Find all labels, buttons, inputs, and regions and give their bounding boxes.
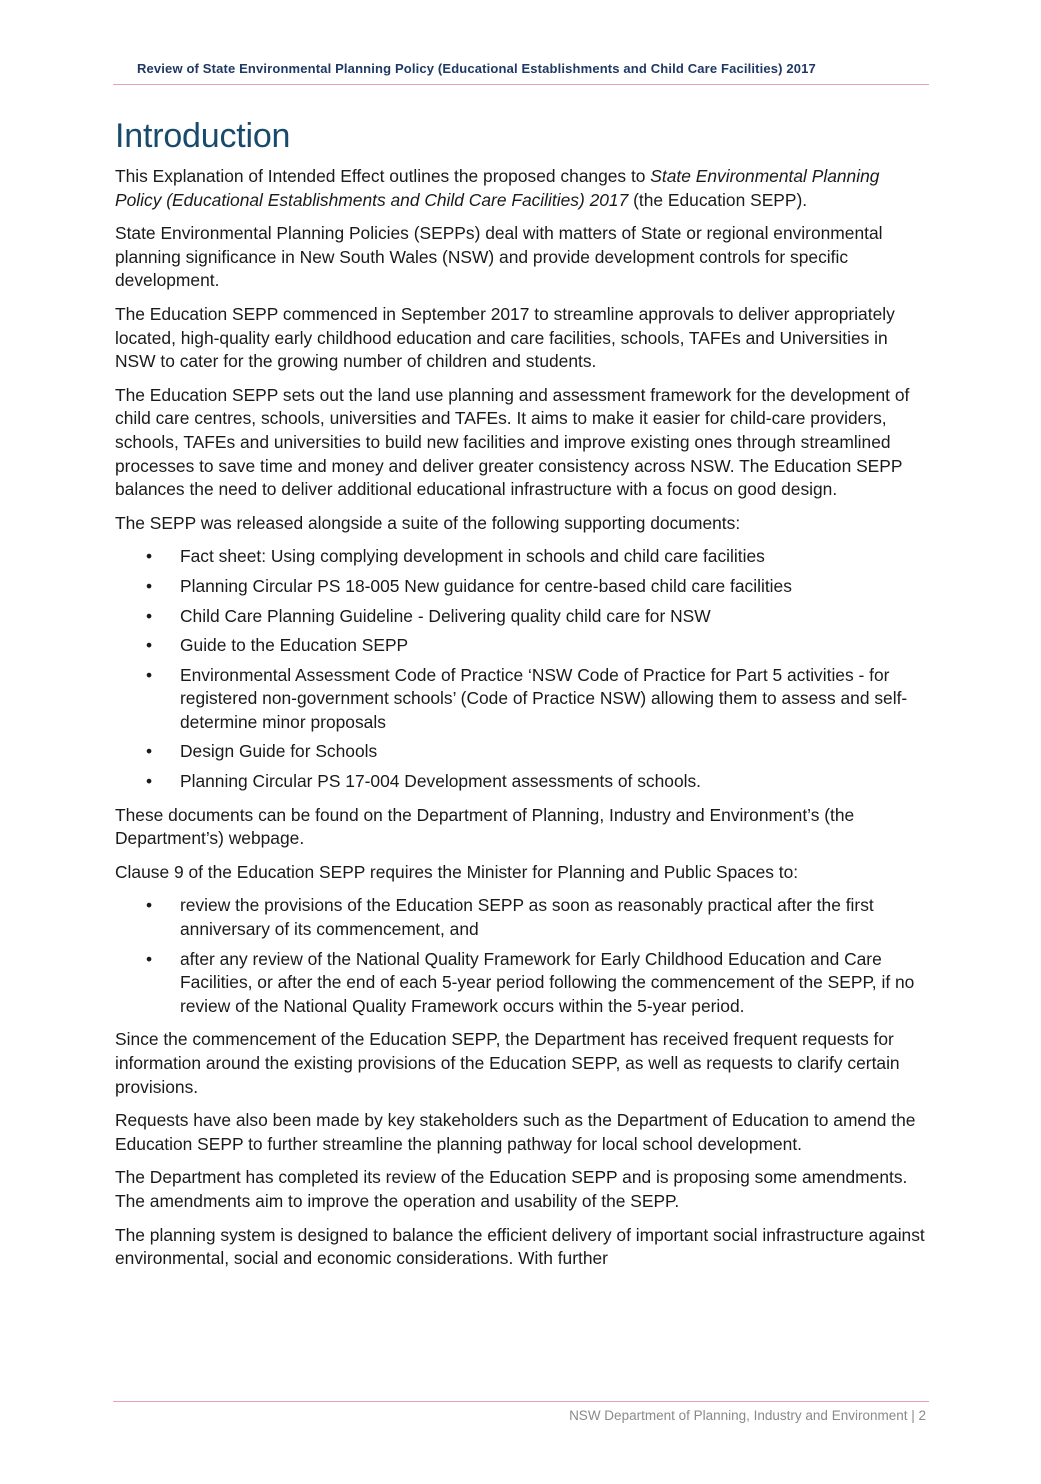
- paragraph-clause-9: Clause 9 of the Education SEPP requires the Minister for Planning and Public Spaces to:: [115, 861, 799, 882]
- list-item: [115, 740, 930, 764]
- list-item-text: Design Guide for Schools: [180, 741, 378, 762]
- list-item: [115, 948, 930, 1019]
- footer-department-page: NSW Department of Planning, Industry and Environment | 2: [569, 1408, 926, 1423]
- paragraph-requests: Since the commencement of the Education SEPP, the Department has received frequent requests for information around the existing provisions of the Education SEPP, as well as requests to clarify certain provisions.: [115, 1029, 900, 1097]
- bullet-icon: •: [146, 895, 153, 916]
- paragraph-documents-location: These documents can be found on the Department of Planning, Industry and Environment’s (the Department’s) webpage.: [115, 804, 855, 849]
- paragraph-supporting-docs: The SEPP was released alongside a suite of the following supporting documents:: [115, 512, 741, 533]
- list-item: [115, 545, 930, 569]
- intro-text-after: (the Education SEPP).: [628, 189, 808, 210]
- intro-policy-title: State Environmental Planning Policy (Educational Establishments and Child Care Facilities) 2017: [115, 166, 880, 210]
- list-item-text: after any review of the National Quality Framework for Early Childhood Education and Care Facilities, or after the end of each 5-year period following the commencement of the SEPP, if no review of the National Quality Framework occurs within the 5-year period.: [180, 948, 915, 1016]
- bullet-icon: •: [146, 546, 153, 567]
- list-item-text: Planning Circular PS 18-005 New guidance for centre-based child care facilities: [180, 575, 792, 596]
- list-item: [115, 664, 930, 735]
- intro-paragraph: [115, 165, 930, 212]
- bullet-icon: •: [146, 635, 153, 656]
- supporting-documents-list: [115, 545, 930, 793]
- bullet-icon: •: [146, 741, 153, 762]
- section-heading: Introduction: [115, 117, 291, 155]
- bullet-icon: •: [146, 771, 153, 792]
- list-item-text: Fact sheet: Using complying development in schools and child care facilities: [180, 546, 765, 567]
- paragraph-sepps: State Environmental Planning Policies (SEPPs) deal with matters of State or regional environmental planning significance in New South Wales (NSW) and provide development controls for specific development.: [115, 223, 883, 291]
- bullet-icon: •: [146, 605, 153, 626]
- paragraph-review-complete: The Department has completed its review of the Education SEPP and is proposing some amendments. The amendments aim to improve the operation and usability of the SEPP.: [115, 1167, 908, 1211]
- bullet-icon: •: [146, 664, 153, 685]
- main-content: [115, 114, 930, 1281]
- running-header-title: Review of State Environmental Planning Policy (Educational Establishments and Child Care Facilities) 2017: [137, 61, 816, 76]
- header-divider: [113, 84, 929, 85]
- list-item-text: review the provisions of the Education SEPP as soon as reasonably practical after the first anniversary of its commencement, and: [180, 895, 874, 940]
- intro-text-before: This Explanation of Intended Effect outlines the proposed changes to: [115, 166, 651, 186]
- bullet-icon: •: [146, 575, 153, 596]
- list-item-text: Environmental Assessment Code of Practice ‘NSW Code of Practice for Part 5 activities - for registered non-government schools’ (Code of Practice NSW) allowing them to assess and self-determine minor proposals: [180, 664, 908, 732]
- paragraph-commenced: The Education SEPP commenced in September 2017 to streamline approvals to deliver appropriately located, high-quality early childhood education and care facilities, schools, TAFEs and Universities in NSW to cater for the growing number of children and students.: [115, 303, 895, 372]
- list-item-text: Planning Circular PS 17-004 Development assessments of schools.: [180, 771, 702, 792]
- paragraph-framework: The Education SEPP sets out the land use planning and assessment framework for the development of child care centres, schools, universities and TAFEs. It aims to make it easier for child-care providers, schools, TAFEs and universities to build new facilities and improve existing ones through streamlined processes to save time and money and deliver greater consistency across NSW. The Education SEPP balances the need to deliver additional educational infrastructure with a focus on good design.: [115, 384, 910, 500]
- clause-requirements-list: [115, 894, 930, 1018]
- list-item: [115, 770, 930, 794]
- list-item: [115, 575, 930, 599]
- list-item: [115, 605, 930, 629]
- list-item-text: Child Care Planning Guideline - Delivering quality child care for NSW: [180, 605, 711, 626]
- list-item-text: Guide to the Education SEPP: [180, 635, 409, 656]
- paragraph-stakeholders: Requests have also been made by key stakeholders such as the Department of Education to amend the Education SEPP to further streamline the planning pathway for local school development.: [115, 1110, 916, 1154]
- list-item: [115, 634, 930, 658]
- bullet-icon: •: [146, 948, 153, 969]
- footer-divider: [113, 1401, 929, 1402]
- paragraph-planning-system: The planning system is designed to balance the efficient delivery of important social infrastructure against environmental, social and economic considerations. With further: [115, 1224, 925, 1269]
- list-item: [115, 894, 930, 941]
